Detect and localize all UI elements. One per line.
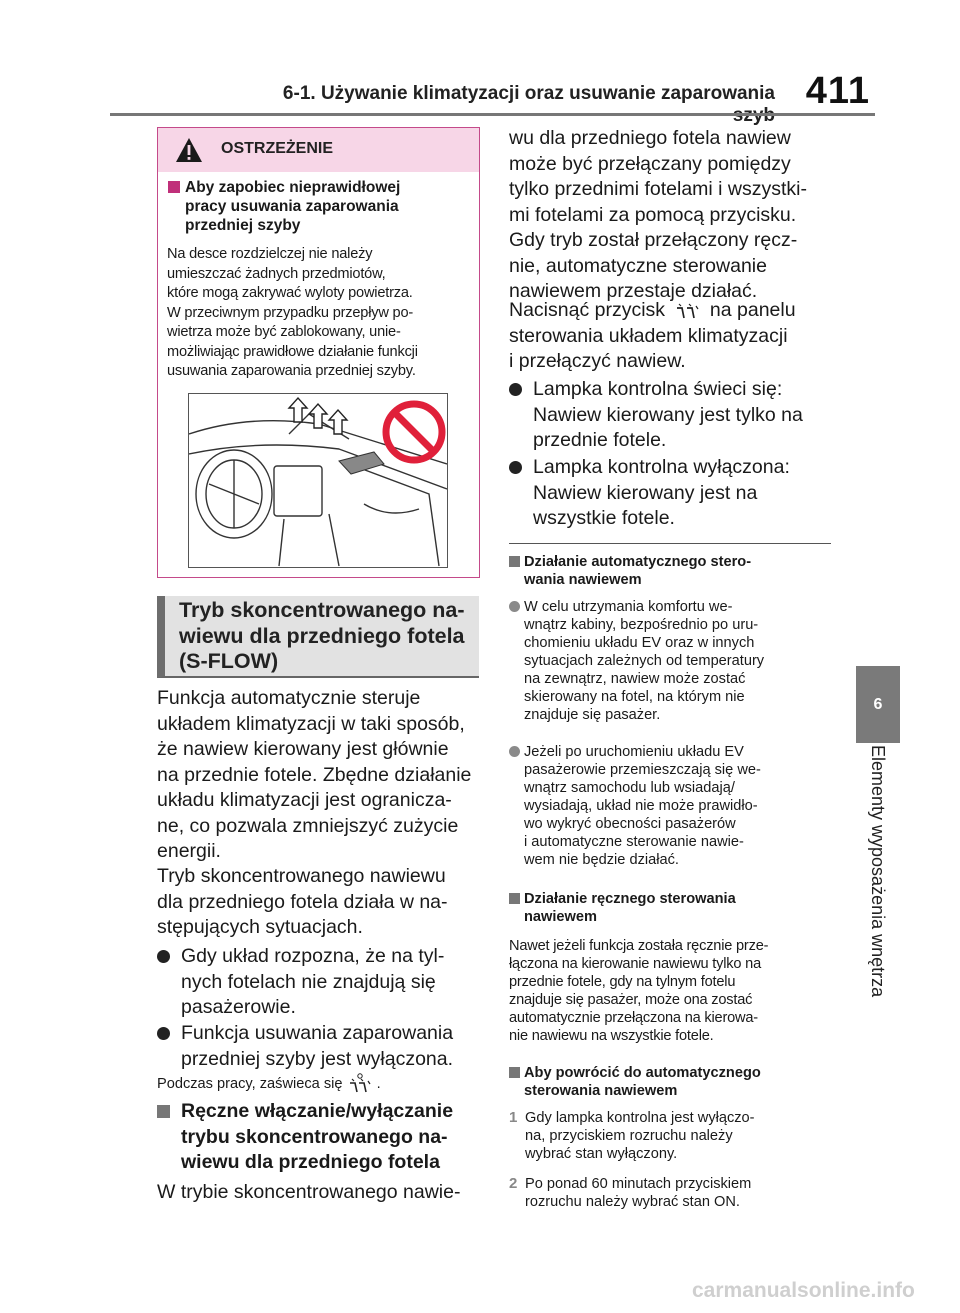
section-heading-line: Tryb skoncentrowanego na- bbox=[179, 598, 465, 622]
text-line: nie nawiewu na wszystkie fotele. bbox=[509, 1028, 714, 1044]
text-line: wania nawiewem bbox=[524, 572, 642, 588]
bullet-item bbox=[509, 455, 839, 532]
step-number: 2 bbox=[509, 1175, 518, 1192]
text-line: sterowania nawiewem bbox=[524, 1083, 678, 1099]
paragraph bbox=[157, 1180, 487, 1206]
warning-box bbox=[157, 127, 480, 578]
text-line: wem nie będzie działać. bbox=[524, 852, 679, 868]
text-line: skierowany na fotel, na którym nie bbox=[524, 689, 745, 705]
text-line: znajduje się pasażer, może ona zostać bbox=[509, 992, 753, 1008]
bullet-dot-icon bbox=[509, 746, 520, 757]
text-line: Nawiew kierowany jest na bbox=[533, 481, 758, 504]
step-number: 1 bbox=[509, 1109, 518, 1126]
text-line: mi fotelami za pomocą przycisku. bbox=[509, 203, 797, 226]
warning-body-line: usuwania zaparowania przedniej szyby. bbox=[167, 363, 416, 379]
text-line: wnątrz samochodu lub wsiadają/ bbox=[524, 780, 735, 796]
square-bullet-icon bbox=[168, 181, 180, 193]
warning-body-line: umieszczać żadnych przedmiotów, bbox=[167, 265, 386, 282]
text-line: pasażerowie. bbox=[181, 996, 296, 1018]
bullet-dot-icon bbox=[509, 383, 522, 396]
subheading bbox=[157, 1099, 487, 1176]
warning-subtitle-line: przedniej szyby bbox=[185, 217, 301, 234]
text-line: że nawiew kierowany jest głównie bbox=[157, 738, 449, 760]
bullet-item bbox=[509, 598, 839, 724]
warning-header bbox=[158, 128, 479, 172]
text-line: może być przełączany pomiędzy bbox=[509, 152, 791, 175]
text-line: i przełączyć nawiew. bbox=[509, 350, 686, 372]
text-line: Po ponad 60 minutach przyciskiem bbox=[525, 1176, 752, 1192]
text-line: Działanie automatycznego stero- bbox=[524, 554, 752, 570]
text-line: nawiewem przestaje działać. bbox=[509, 280, 758, 302]
step-item bbox=[509, 1175, 839, 1211]
warning-triangle-icon bbox=[175, 137, 203, 163]
section-heading-line: (S-FLOW) bbox=[179, 649, 279, 673]
subheading bbox=[509, 1064, 839, 1100]
note-text: . bbox=[376, 1075, 381, 1092]
subheading bbox=[509, 890, 839, 926]
text-span: Nacisnąć przycisk bbox=[509, 299, 666, 321]
bullet-item bbox=[157, 1021, 487, 1072]
text-line: ne, co pozwala zmniejszyć zużycie bbox=[157, 814, 459, 837]
bullet-dot-icon bbox=[509, 601, 520, 612]
text-line: wo wykryć obecności pasażerów bbox=[524, 816, 736, 832]
text-line: nych fotelach nie znajdują się bbox=[181, 970, 436, 993]
text-line: na przednie fotele. Zbędne działanie bbox=[157, 763, 472, 786]
text-line: wnątrz kabiny, bezpośrednio po uru- bbox=[524, 617, 759, 633]
dashboard-illustration bbox=[188, 393, 448, 568]
header-rule bbox=[110, 113, 875, 116]
text-line: nawiewem bbox=[524, 909, 597, 925]
text-line: nie, automatyczne sterowanie bbox=[509, 254, 767, 277]
text-line: Tryb skoncentrowanego nawiewu bbox=[157, 865, 446, 887]
text-line: wybrać stan wyłączony. bbox=[525, 1146, 678, 1162]
section-heading-line: wiewu dla przedniego fotela bbox=[179, 623, 465, 648]
text-line: wszystkie fotele. bbox=[533, 507, 675, 529]
text-line: i automatyczne sterowanie nawie- bbox=[524, 834, 744, 850]
bullet-dot-icon bbox=[157, 950, 170, 963]
note-line bbox=[157, 1073, 487, 1095]
text-line: sterowania układem klimatyzacji bbox=[509, 324, 788, 347]
subheading bbox=[509, 553, 839, 589]
text-line: Nawiew kierowany jest tylko na bbox=[533, 403, 803, 426]
text-line: automatycznie przełączona na kierowa- bbox=[509, 1010, 758, 1026]
text-line: rozruchu należy wybrać stan ON. bbox=[525, 1194, 740, 1210]
square-bullet-icon bbox=[509, 1067, 520, 1078]
running-header: 6-1. Używanie klimatyzacji oraz usuwanie zaparowania bbox=[282, 83, 775, 104]
paragraph bbox=[509, 126, 839, 305]
divider bbox=[509, 543, 831, 544]
text-line: Gdy układ rozpozna, że na tyl- bbox=[181, 945, 445, 967]
warning-subtitle bbox=[168, 178, 468, 235]
text-line: na zewnątrz, nawiew może zostać bbox=[524, 671, 746, 687]
warning-body-line: wietrza może być zablokowany, unie- bbox=[167, 324, 401, 340]
text-line: łączona na kierowanie nawiewu tylko na bbox=[509, 956, 761, 972]
paragraph bbox=[509, 937, 839, 1045]
text-line: przednie fotele. bbox=[533, 429, 667, 451]
text-line: przednie fotele, gdy na tylnym fotelu bbox=[509, 974, 736, 990]
text-line: przedniej szyby jest wyłączona. bbox=[181, 1047, 454, 1070]
prohibited-icon bbox=[386, 404, 442, 460]
text-line: Gdy tryb został przełączony ręcz- bbox=[509, 229, 798, 251]
text-line: pasażerowie przemieszczają się we- bbox=[524, 762, 761, 778]
section-heading bbox=[157, 596, 479, 678]
step-item bbox=[509, 1109, 839, 1163]
bullet-item bbox=[157, 944, 487, 1021]
text-line: W celu utrzymania komfortu we- bbox=[524, 599, 733, 615]
warning-body-line: które mogą zakrywać wyloty powietrza. bbox=[167, 285, 413, 301]
text-line: Nawet jeżeli funkcja została ręcznie prze- bbox=[509, 938, 769, 954]
page-number: 411 bbox=[805, 70, 870, 112]
text-line: sytuacjach zależnych od temperatury bbox=[524, 653, 765, 669]
text-line: W trybie skoncentrowanego nawie- bbox=[157, 1181, 461, 1203]
text-line: znajduje się pasażer. bbox=[524, 707, 661, 723]
text-span: na panelu bbox=[709, 299, 796, 321]
text-line: stępujących sytuacjach. bbox=[157, 916, 363, 938]
text-line: energii. bbox=[157, 840, 221, 862]
warning-subtitle-line: pracy usuwania zaparowania bbox=[185, 198, 399, 215]
text-line: Aby powrócić do automatycznego bbox=[524, 1065, 761, 1081]
watermark: carmanualsonline.info bbox=[692, 1279, 915, 1302]
warning-body-line: W przeciwnym przypadku przepływ po- bbox=[167, 304, 414, 321]
paragraph bbox=[157, 686, 487, 865]
text-line: Funkcja usuwania zaparowania bbox=[181, 1022, 454, 1044]
warning-body-line: Na desce rozdzielczej nie należy bbox=[167, 246, 373, 262]
bullet-dot-icon bbox=[509, 461, 522, 474]
text-line: wiewu dla przedniego fotela bbox=[181, 1151, 440, 1173]
bullet-item bbox=[509, 377, 839, 454]
text-line: Funkcja automatycznie steruje bbox=[157, 687, 421, 709]
chapter-tab: 6 bbox=[856, 666, 900, 743]
text-line: układu klimatyzacji jest ogranicza- bbox=[157, 789, 452, 811]
text-line: trybu skoncentrowanego na- bbox=[181, 1125, 448, 1148]
warning-body bbox=[167, 245, 473, 382]
text-line: chomieniu układu EV oraz w innych bbox=[524, 635, 755, 651]
text-line: tylko przednimi fotelami i wszystki- bbox=[509, 178, 807, 200]
bullet-item bbox=[509, 743, 839, 869]
square-bullet-icon bbox=[509, 556, 520, 567]
text-line: Jeżeli po uruchomieniu układu EV bbox=[524, 744, 744, 760]
s-flow-seat-icon bbox=[347, 1073, 373, 1095]
warning-subtitle-line: Aby zapobiec nieprawidłowej bbox=[185, 179, 401, 196]
warning-body-line: możliwiając prawidłowe działanie funkcji bbox=[167, 343, 418, 360]
chapter-title: Elementy wyposażenia wnętrza bbox=[868, 745, 888, 998]
bullet-dot-icon bbox=[157, 1027, 170, 1040]
text-line: Ręczne włączanie/wyłączanie bbox=[181, 1100, 454, 1122]
text-line: wu dla przedniego fotela nawiew bbox=[509, 127, 791, 149]
text-line: Gdy lampka kontrolna jest wyłączo- bbox=[525, 1110, 755, 1126]
text-line: Działanie ręcznego sterowania bbox=[524, 891, 736, 907]
square-bullet-icon bbox=[157, 1105, 170, 1118]
s-flow-seat-icon bbox=[670, 301, 704, 321]
text-line bbox=[509, 298, 839, 324]
text-line: dla przedniego fotela działa w na- bbox=[157, 890, 448, 913]
paragraph bbox=[157, 864, 487, 941]
text-line: wysiadają, układ nie może prawidło- bbox=[524, 798, 758, 814]
note-text: Podczas pracy, zaświeca się bbox=[157, 1075, 343, 1092]
paragraph bbox=[509, 298, 839, 375]
square-bullet-icon bbox=[509, 893, 520, 904]
warning-title: OSTRZEŻENIE bbox=[221, 140, 334, 157]
text-line: układem klimatyzacji w taki sposób, bbox=[157, 712, 465, 735]
text-line: Lampka kontrolna wyłączona: bbox=[533, 456, 790, 478]
text-line: Lampka kontrolna świeci się: bbox=[533, 378, 783, 400]
text-line: na, przyciskiem rozruchu należy bbox=[525, 1128, 733, 1144]
